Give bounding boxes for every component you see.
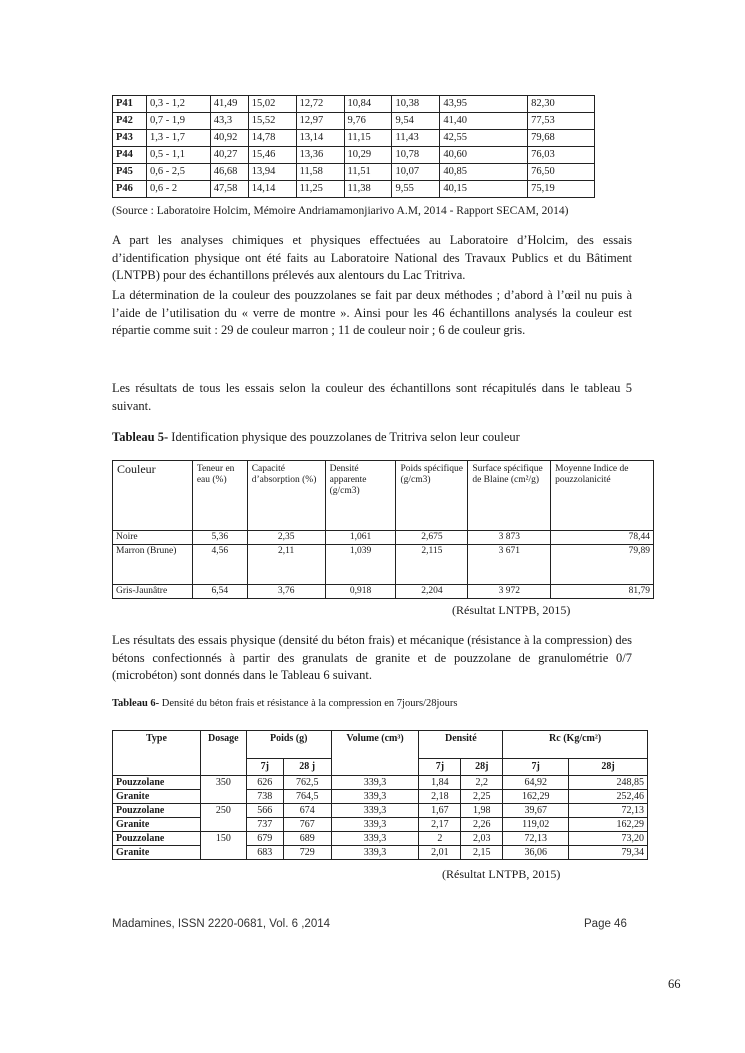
dosage-cell: 150 bbox=[200, 832, 246, 860]
cell: 15,02 bbox=[248, 96, 296, 113]
cell: 42,55 bbox=[440, 130, 528, 147]
cell: 10,29 bbox=[344, 147, 392, 164]
cell: 119,02 bbox=[503, 818, 569, 832]
tableau5-result-note: (Résultat LNTPB, 2015) bbox=[452, 603, 571, 617]
column-header: Moyenne Indice de pouzzolanicité bbox=[551, 461, 654, 531]
cell: 15,52 bbox=[248, 113, 296, 130]
table-row bbox=[113, 804, 648, 818]
cell: 339,3 bbox=[331, 846, 419, 860]
cell: 674 bbox=[283, 804, 331, 818]
column-subheader: 7j bbox=[246, 759, 283, 776]
cell: 162,29 bbox=[503, 790, 569, 804]
cell: 762,5 bbox=[283, 776, 331, 790]
cell: 5,36 bbox=[192, 531, 247, 545]
cell: 738 bbox=[246, 790, 283, 804]
cell: 79,89 bbox=[551, 545, 654, 585]
cell: 3,76 bbox=[247, 585, 325, 599]
sample-id: P41 bbox=[113, 96, 147, 113]
cell: 10,84 bbox=[344, 96, 392, 113]
cell: 11,15 bbox=[344, 130, 392, 147]
cell: 0,918 bbox=[325, 585, 396, 599]
table-row bbox=[113, 147, 595, 164]
cell: 10,07 bbox=[392, 164, 440, 181]
cell: 683 bbox=[246, 846, 283, 860]
cell: 767 bbox=[283, 818, 331, 832]
cell: 81,79 bbox=[551, 585, 654, 599]
cell: 11,43 bbox=[392, 130, 440, 147]
cell: 689 bbox=[283, 832, 331, 846]
cell: 40,60 bbox=[440, 147, 528, 164]
table-row bbox=[113, 818, 648, 832]
granulometry-range: 1,3 - 1,7 bbox=[146, 130, 210, 147]
cell: 679 bbox=[246, 832, 283, 846]
caption-label: Tableau 6- bbox=[112, 698, 160, 709]
cell: 9,55 bbox=[392, 181, 440, 198]
cell: 11,38 bbox=[344, 181, 392, 198]
paragraph: Les résultats de tous les essais selon la couleur des échantillons sont récapitulés dans le tableau 5 suivant. bbox=[112, 381, 632, 413]
column-header: Teneur en eau (%) bbox=[192, 461, 247, 531]
cell: 79,68 bbox=[528, 130, 595, 147]
column-subheader: 7j bbox=[503, 759, 569, 776]
cell: 2,2 bbox=[461, 776, 503, 790]
cell: 73,20 bbox=[569, 832, 648, 846]
column-header: Rc (Kg/cm²) bbox=[503, 731, 648, 759]
sample-id: P42 bbox=[113, 113, 147, 130]
cell: 11,58 bbox=[296, 164, 344, 181]
table-row bbox=[113, 846, 648, 860]
cell: 13,14 bbox=[296, 130, 344, 147]
cell: 47,58 bbox=[210, 181, 248, 198]
cell: 10,38 bbox=[392, 96, 440, 113]
column-header: Poids (g) bbox=[246, 731, 331, 759]
granulometry-range: 0,5 - 1,1 bbox=[146, 147, 210, 164]
cell: 2,11 bbox=[247, 545, 325, 585]
cell: 43,95 bbox=[440, 96, 528, 113]
paragraph: La détermination de la couleur des pouzzolanes se fait par deux méthodes ; d’abord à l’œil nu puis à l’aide de l’utilisation du « verre de montre ». Ainsi pour les 46 échantillons analysés la couleur est répartie comme suit : 29 de couleur marron ; 11 de couleur noir ; 6 de couleur gris. bbox=[112, 288, 632, 337]
page-number: 66 bbox=[668, 977, 681, 991]
color-cell: Marron (Brune) bbox=[113, 545, 193, 585]
table-row bbox=[113, 130, 595, 147]
cell: 46,68 bbox=[210, 164, 248, 181]
cell: 3 671 bbox=[468, 545, 551, 585]
tableau5-table bbox=[112, 460, 654, 599]
cell: 39,67 bbox=[503, 804, 569, 818]
cell: 40,85 bbox=[440, 164, 528, 181]
sample-id: P46 bbox=[113, 181, 147, 198]
cell: 77,53 bbox=[528, 113, 595, 130]
cell: 76,50 bbox=[528, 164, 595, 181]
table-row bbox=[113, 790, 648, 804]
column-subheader: 28 j bbox=[283, 759, 331, 776]
tableau6-result-note: (Résultat LNTPB, 2015) bbox=[442, 867, 561, 881]
cell: 75,19 bbox=[528, 181, 595, 198]
cell: 12,97 bbox=[296, 113, 344, 130]
caption-text: Identification physique des pouzzolanes de Tritriva selon leur couleur bbox=[168, 430, 520, 444]
cell: 1,67 bbox=[419, 804, 461, 818]
type-cell: Pouzzolane bbox=[113, 832, 201, 846]
column-header: Volume (cm³) bbox=[331, 731, 419, 776]
column-header: Couleur bbox=[113, 461, 193, 531]
cell: 566 bbox=[246, 804, 283, 818]
cell: 36,06 bbox=[503, 846, 569, 860]
sample-id: P44 bbox=[113, 147, 147, 164]
table-row bbox=[113, 776, 648, 790]
cell: 2,17 bbox=[419, 818, 461, 832]
cell: 13,36 bbox=[296, 147, 344, 164]
column-header: Surface spécifique de Blaine (cm²/g) bbox=[468, 461, 551, 531]
dosage-cell: 350 bbox=[200, 776, 246, 804]
cell: 82,30 bbox=[528, 96, 595, 113]
cell: 2,18 bbox=[419, 790, 461, 804]
dosage-cell: 250 bbox=[200, 804, 246, 832]
cell: 41,49 bbox=[210, 96, 248, 113]
column-header: Densité bbox=[419, 731, 503, 759]
sample-id: P45 bbox=[113, 164, 147, 181]
cell: 626 bbox=[246, 776, 283, 790]
table-row bbox=[113, 531, 654, 545]
cell: 248,85 bbox=[569, 776, 648, 790]
column-subheader: 28j bbox=[569, 759, 648, 776]
table-row bbox=[113, 164, 595, 181]
column-header: Capacité d’absorption (%) bbox=[247, 461, 325, 531]
column-header: Poids spécifique (g/cm3) bbox=[396, 461, 468, 531]
table-row bbox=[113, 545, 654, 585]
cell: 12,72 bbox=[296, 96, 344, 113]
cell: 11,25 bbox=[296, 181, 344, 198]
cell: 737 bbox=[246, 818, 283, 832]
cell: 3 972 bbox=[468, 585, 551, 599]
cell: 14,14 bbox=[248, 181, 296, 198]
cell: 2,115 bbox=[396, 545, 468, 585]
cell: 2,15 bbox=[461, 846, 503, 860]
paragraph: A part les analyses chimiques et physiques effectuées au Laboratoire d’Holcim, des essais d’identification physique ont été faits au Laboratoire National des Travaux Publics et du Bâtiment (LNTPB) pour des échantillons prélevés aux alentours du Lac Tritriva. bbox=[112, 233, 632, 282]
sample-id: P43 bbox=[113, 130, 147, 147]
footer-page-label: Page 46 bbox=[584, 918, 627, 930]
granulometry-range: 0,6 - 2,5 bbox=[146, 164, 210, 181]
cell: 1,84 bbox=[419, 776, 461, 790]
cell: 162,29 bbox=[569, 818, 648, 832]
column-header: Type bbox=[113, 731, 201, 776]
cell: 43,3 bbox=[210, 113, 248, 130]
cell: 11,51 bbox=[344, 164, 392, 181]
type-cell: Granite bbox=[113, 790, 201, 804]
granulometry-range: 0,7 - 1,9 bbox=[146, 113, 210, 130]
cell: 2,03 bbox=[461, 832, 503, 846]
cell: 64,92 bbox=[503, 776, 569, 790]
cell: 252,46 bbox=[569, 790, 648, 804]
cell: 764,5 bbox=[283, 790, 331, 804]
cell: 72,13 bbox=[569, 804, 648, 818]
table-row bbox=[113, 113, 595, 130]
column-header: Densité apparente (g/cm3) bbox=[325, 461, 396, 531]
color-cell: Gris-Jaunâtre bbox=[113, 585, 193, 599]
paragraph: Les résultats des essais physique (densité du béton frais) et mécanique (résistance à la compression) des bétons confectionnés à partir des granulats de granite et de pouzzolane de granulométrie 0/7 (microbéton) sont donnés dans le Tableau 6 suivant. bbox=[112, 633, 632, 682]
cell: 339,3 bbox=[331, 790, 419, 804]
cell: 1,98 bbox=[461, 804, 503, 818]
granulometry-range: 0,6 - 2 bbox=[146, 181, 210, 198]
cell: 6,54 bbox=[192, 585, 247, 599]
cell: 2,35 bbox=[247, 531, 325, 545]
cell: 1,039 bbox=[325, 545, 396, 585]
cell: 339,3 bbox=[331, 832, 419, 846]
cell: 40,27 bbox=[210, 147, 248, 164]
cell: 729 bbox=[283, 846, 331, 860]
cell: 1,061 bbox=[325, 531, 396, 545]
cell: 9,54 bbox=[392, 113, 440, 130]
footer-journal: Madamines, ISSN 2220-0681, Vol. 6 ,2014 bbox=[112, 918, 331, 930]
table-row bbox=[113, 832, 648, 846]
tableau6-caption bbox=[112, 698, 457, 709]
color-cell: Noire bbox=[113, 531, 193, 545]
cell: 14,78 bbox=[248, 130, 296, 147]
tableau5-caption bbox=[112, 430, 520, 445]
column-subheader: 28j bbox=[461, 759, 503, 776]
column-header: Dosage bbox=[200, 731, 246, 776]
type-cell: Granite bbox=[113, 818, 201, 832]
cell: 2,675 bbox=[396, 531, 468, 545]
cell: 3 873 bbox=[468, 531, 551, 545]
type-cell: Granite bbox=[113, 846, 201, 860]
cell: 4,56 bbox=[192, 545, 247, 585]
cell: 339,3 bbox=[331, 776, 419, 790]
cell: 339,3 bbox=[331, 818, 419, 832]
tableau6-table bbox=[112, 730, 648, 860]
cell: 79,34 bbox=[569, 846, 648, 860]
cell: 76,03 bbox=[528, 147, 595, 164]
cell: 10,78 bbox=[392, 147, 440, 164]
table-header-row bbox=[113, 461, 654, 531]
cell: 9,76 bbox=[344, 113, 392, 130]
table-row bbox=[113, 181, 595, 198]
cell: 2,25 bbox=[461, 790, 503, 804]
cell: 2,01 bbox=[419, 846, 461, 860]
granulometry-range: 0,3 - 1,2 bbox=[146, 96, 210, 113]
cell: 15,46 bbox=[248, 147, 296, 164]
cell: 339,3 bbox=[331, 804, 419, 818]
cell: 2,26 bbox=[461, 818, 503, 832]
caption-text: Densité du béton frais et résistance à la compression en 7jours/28jours bbox=[159, 698, 458, 709]
table-header-row bbox=[113, 731, 648, 759]
cell: 72,13 bbox=[503, 832, 569, 846]
caption-label: Tableau 5- bbox=[112, 430, 169, 444]
table-source-note: (Source : Laboratoire Holcim, Mémoire Andriamamonjiarivo A.M, 2014 - Rapport SECAM, 2014) bbox=[112, 205, 569, 217]
cell: 2 bbox=[419, 832, 461, 846]
cell: 41,40 bbox=[440, 113, 528, 130]
table-row bbox=[113, 585, 654, 599]
cell: 2,204 bbox=[396, 585, 468, 599]
table-row bbox=[113, 96, 595, 113]
pozzolan-samples-table bbox=[112, 95, 595, 198]
type-cell: Pouzzolane bbox=[113, 776, 201, 790]
cell: 13,94 bbox=[248, 164, 296, 181]
cell: 40,15 bbox=[440, 181, 528, 198]
type-cell: Pouzzolane bbox=[113, 804, 201, 818]
column-subheader: 7j bbox=[419, 759, 461, 776]
cell: 40,92 bbox=[210, 130, 248, 147]
cell: 78,44 bbox=[551, 531, 654, 545]
